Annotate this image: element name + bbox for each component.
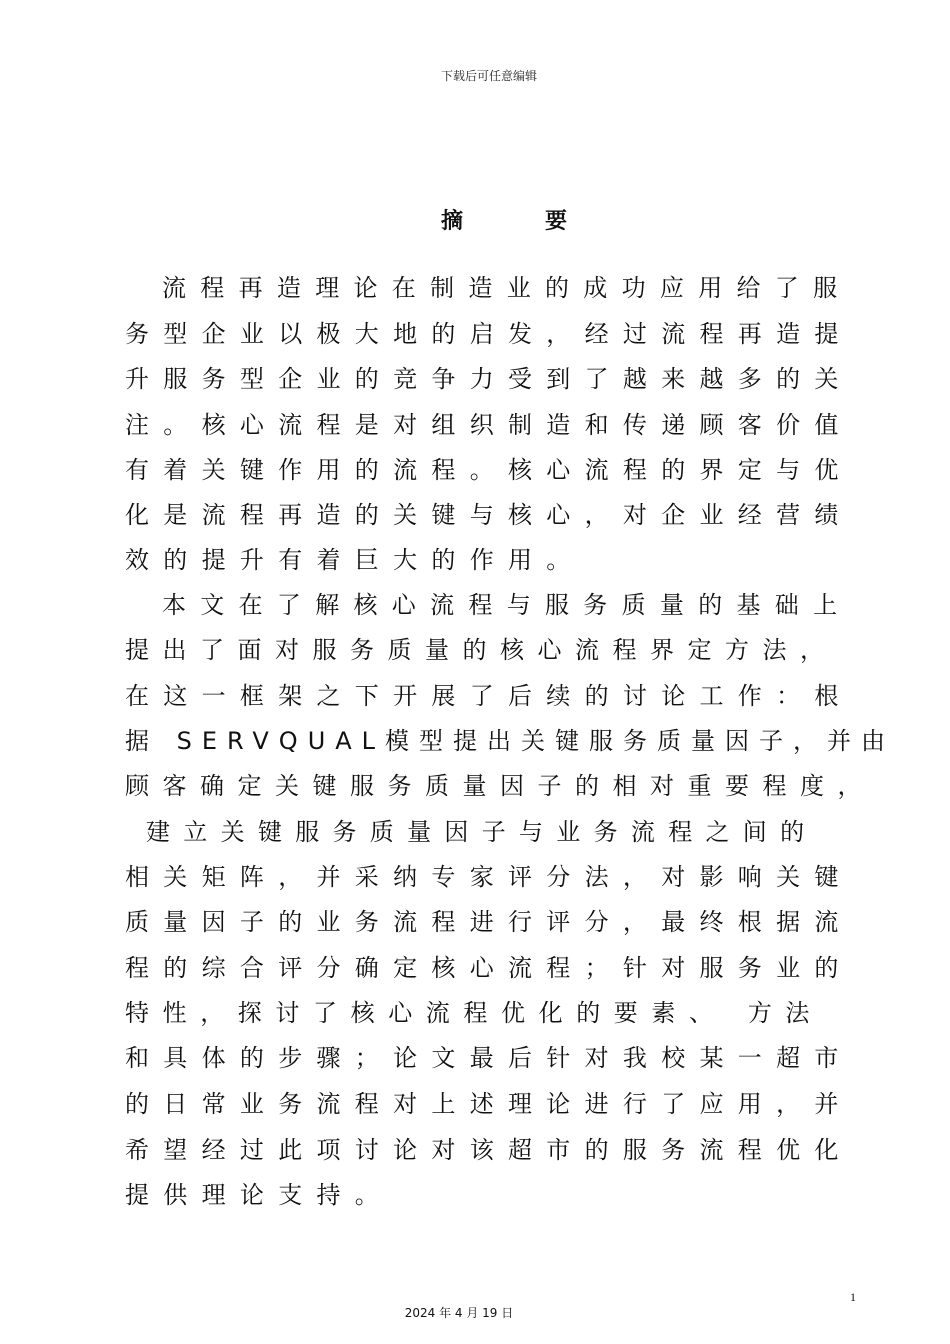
abstract-line: 务型企业以极大地的启发，经过流程再造提 <box>125 320 853 348</box>
abstract-line: 顾客确定关键服务质量因子的相对重要程度， <box>125 772 875 800</box>
abstract-line: 相关矩阵，并采纳专家评分法，对影响关键 <box>125 863 853 891</box>
header-note: 下载后可任意编辑 <box>440 69 537 83</box>
abstract-line: 质量因子的业务流程进行评分，最终根据流 <box>125 908 853 936</box>
abstract-line: 提供理论支持。 <box>125 1181 394 1209</box>
abstract-line: 希望经过此项讨论对该超市的服务流程优化 <box>125 1136 853 1164</box>
abstract-line: 注。核心流程是对组织制造和传递顾客价值 <box>125 411 853 439</box>
abstract-line: 本文在了解核心流程与服务质量的基础上 <box>162 591 852 619</box>
abstract-line: 建立关键服务质量因子与业务流程之间的 <box>146 818 818 846</box>
abstract-line: 化是流程再造的关键与核心，对企业经营绩 <box>125 501 853 529</box>
abstract-line: 有着关键作用的流程。核心流程的界定与优 <box>125 456 853 484</box>
abstract-line: 在这一框架之下开展了后续的讨论工作：根 <box>125 682 853 710</box>
abstract-title-right: 要 <box>545 209 570 234</box>
footer-date: 2024 年 4 月 19 日 <box>404 1306 514 1320</box>
abstract-title-left: 摘 <box>441 209 466 234</box>
page-number: 1 <box>850 1290 856 1304</box>
abstract-line: 的日常业务流程对上述理论进行了应用，并 <box>125 1090 853 1118</box>
abstract-line: 和具体的步骤；论文最后针对我校某一超市 <box>125 1044 853 1072</box>
abstract-line: 升服务型企业的竞争力受到了越来越多的关 <box>125 365 853 393</box>
abstract-line: 特性，探讨了核心流程优化的要素、 方法 <box>125 999 824 1027</box>
abstract-line: 效的提升有着巨大的作用。 <box>125 546 585 574</box>
abstract-title <box>441 204 569 235</box>
abstract-line: 流程再造理论在制造业的成功应用给了服 <box>162 274 852 302</box>
abstract-line: 程的综合评分确定核心流程；针对服务业的 <box>125 954 853 982</box>
abstract-line: 据 SERVQUAL模型提出关键服务质量因子，并由 <box>125 727 896 755</box>
abstract-line: 提出了面对服务质量的核心流程界定方法， <box>125 636 838 664</box>
